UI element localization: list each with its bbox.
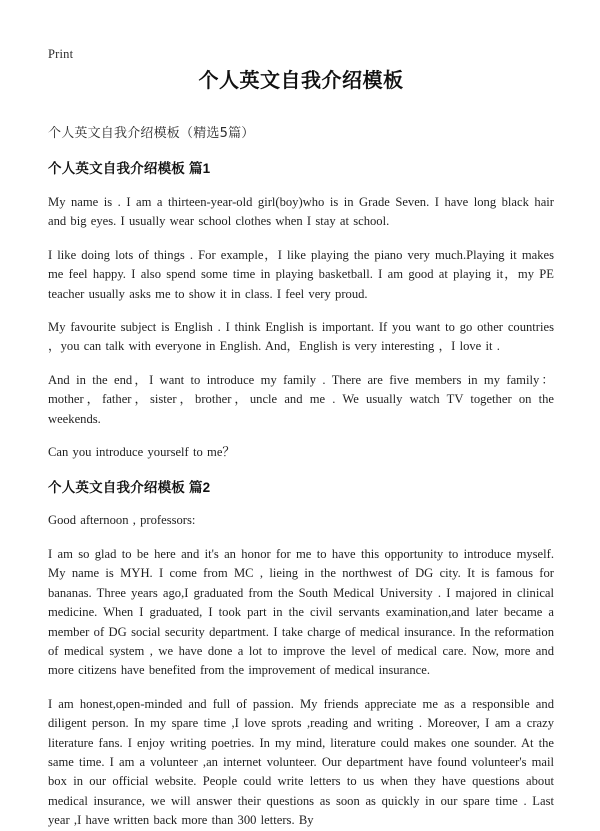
paragraph: I am so glad to be here and it's an honor for me to have this opportunity to introduce myself. My name is MYH. I come from MC , lieing in the northwest of DG city. It is famous for bananas. Three years ago,I graduated from the South Medical University . I majored in clinical medicine. When I graduated, I took part in the civil servants examination,and later became a member of DG social security department. I take charge of medical insurance. In the reformation of medical system , we have done a lot to improve the level of medical care. Now, more and more citizens have benefited from the improvement of medical insurance.	[48, 546, 554, 678]
print-button[interactable]: Print	[48, 47, 74, 61]
paragraph: Can you introduce yourself to me？	[48, 445, 236, 460]
paragraph: My name is . I am a thirteen-year-old girl(boy)who is in Grade Seven. I have long black hair and big eyes. I usually wear school clothes when I stay at school.	[48, 195, 554, 229]
section-heading-2: 个人英文自我介绍模板 篇2	[48, 480, 211, 496]
document-content	[48, 68, 554, 831]
paragraph: My favourite subject is English . I think English is important. If you want to go other countries ，you can talk with everyone in English. And，English is very interesting ，I love it .	[48, 320, 554, 354]
paragraph: I am honest,open-minded and full of passion. My friends appreciate me as a responsible and diligent person. In my spare time ,I love sprots ,reading and writing . Moreover, I am a crazy literature fans. I enjoy writing poetries. In my mind, literature could makes one sounder. At the same time. I am a volunteer ,an internet volunteer. Our department have found volunteer's mail box in our official website. People could write letters to us when they have questions about medical insurance, we will answer their questions as soon as quickly in our spare time . Last year ,I have written back more than 300 letters. By	[48, 696, 554, 828]
document-subtitle: 个人英文自我介绍模板（精选5篇）	[48, 126, 255, 141]
paragraph: Good afternoon , professors:	[48, 513, 196, 528]
paragraph: I like doing lots of things . For example，I like playing the piano very much.Playing it makes me feel happy. I also spend some time in playing basketball. I am good at playing it，my PE teacher usually asks me to show it in class. I feel very proud.	[48, 247, 554, 301]
section-heading-1: 个人英文自我介绍模板 篇1	[48, 161, 211, 176]
page-title: 个人英文自我介绍模板	[198, 70, 404, 92]
paragraph: And in the end，I want to introduce my family . There are five members in my family：mother，father，sister，brother，uncle and me . We usually watch TV together on the weekends.	[48, 372, 554, 426]
